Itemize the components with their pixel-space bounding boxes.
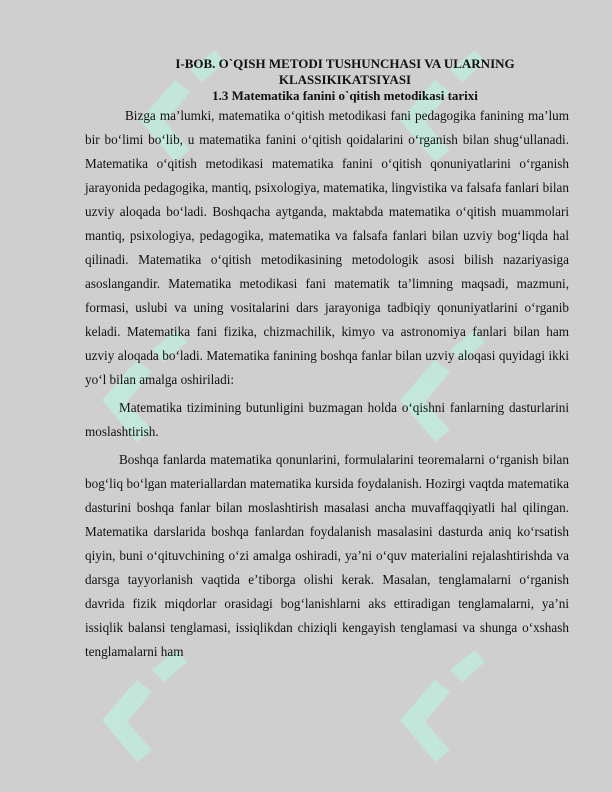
paragraph-2: Matematika tizimining butunligini buzmagan holda oʻqishni fanlarning dasturlarini moslashtirish.	[85, 400, 569, 439]
document-body	[85, 56, 569, 664]
paragraph-1: Bizga maʼlumki, matematika oʻqitish metodikasi fani pedagogika fanining maʼlum bir boʻlimi boʻlib, u matematika fanini oʻqitish qoidalarini oʻrganish bilan shugʻullanadi. Matematika oʻqitish metodikasi matematika fanini oʻqitish qonuniyatlarini oʻrganish jarayonida pedagogika, mantiq, psixologiya, matematika, lingvistika va falsafa fanlari bilan uzviy aloqada boʻladi. Boshqacha aytganda, maktabda matematika oʻqitish muammolari mantiq, psixologiya, pedagogika, matematika va falsafa fanlari bilan uzviy bogʻliqda hal qilinadi. Matematika oʻqitish metodikasining metodologik asosi bilish nazariyasiga asoslangandir. Matematika metodikasi fani matematik taʼlimning maqsadi, mazmuni, formasi, uslubi va uning vositalarini dars jarayoniga tadbiqiy qonuniyatlarini oʻrganib keladi. Matematika fani fizika, chizmachilik, kimyo va astronomiya fanlari bilan ham uzviy aloqada boʻladi. Matematika fanining boshqa fanlar bilan uzviy aloqasi quyidagi ikki yoʻl bilan amalga oshiriladi:	[85, 108, 569, 387]
chapter-title: I-BOB. O`QISH METODI TUSHUNCHASI VA ULARNING KLASSIKIKATSIYASI	[175, 56, 515, 87]
section-title: 1.3 Matematika fanini o`qitish metodikasi tarixi	[212, 88, 478, 103]
paragraph-3: Boshqa fanlarda matematika qonunlarini, formulalarini teoremalarni oʻrganish bilan bogʻliq boʻlgan materiallardan matematika kursida foydalanish. Hozirgi vaqtda matematika dasturini boshqa fanlar bilan moslashtirish masalasi ancha muvaffaqqiyatli hal qilingan. Matematika darslarida boshqa fanlardan foydalanish masalasini dasturda aniq koʻrsatish qiyin, buni oʻqituvchining oʻzi amalga oshiradi, yaʼni oʻquv materialini rejalashtirishda va darsga tayyorlanish vaqtida eʼtiborga olishi kerak. Masalan, tenglamalarni oʻrganish davrida fizik miqdorlar orasidagi bogʻlanishlarni aks ettiradigan tenglamalarni, yaʼni issiqlik balansi tenglamasi, issiqlikdan chiziqli kengayish tenglamasi va shunga oʻxshash tenglamalarni ham	[85, 452, 569, 659]
